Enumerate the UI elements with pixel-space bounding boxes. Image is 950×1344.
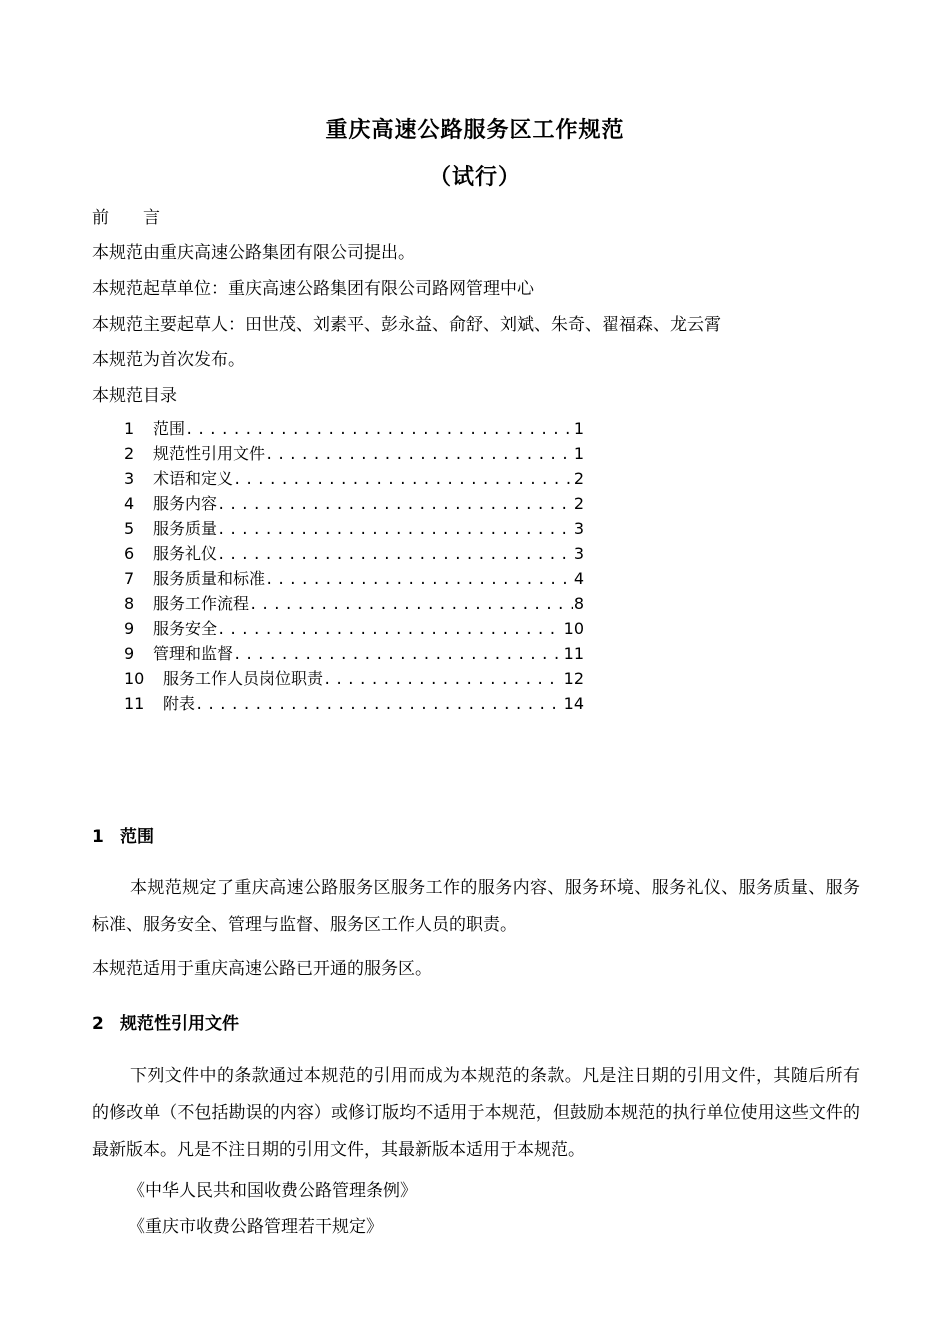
- document-subtitle: （试行）: [428, 165, 521, 190]
- toc-entry-number: 2: [124, 444, 135, 463]
- toc-entry-number: 11: [124, 694, 145, 713]
- toc-leader-dots: [265, 572, 573, 588]
- toc-leader-dots: [217, 622, 563, 638]
- toc-entry-page: 4: [573, 569, 584, 588]
- toc-entry-label: 附表: [163, 694, 196, 713]
- toc-entry-page: 3: [573, 519, 584, 538]
- toc-entry[interactable]: [124, 691, 584, 716]
- toc-entry-number: 3: [124, 469, 135, 488]
- toc-entry-label: 服务质量: [153, 519, 218, 538]
- preface-line: 本规范起草单位：重庆高速公路集团有限公司路网管理中心: [92, 279, 534, 299]
- section-title: 范围: [120, 827, 154, 847]
- toc-entry[interactable]: [124, 541, 584, 566]
- section-number: 1: [92, 827, 104, 847]
- toc-entry-number: 9: [124, 619, 135, 638]
- toc-leader-dots: [195, 697, 563, 713]
- toc-entry-page: 8: [573, 594, 584, 613]
- toc-entry-number: 9: [124, 644, 135, 663]
- section-heading-references: [92, 1009, 239, 1034]
- section-paragraph: 下列文件中的条款通过本规范的引用而成为本规范的条款。凡是注日期的引用文件，其随后所有的修改单（不包括勘误的内容）或修订版均不适用于本规范，但鼓励本规范的执行单位使用这些文件的最新版本。凡是不注日期的引用文件，其最新版本适用于本规范。: [92, 1066, 860, 1160]
- toc-entry-label: 服务礼仪: [153, 544, 218, 563]
- section-heading-scope: [92, 822, 154, 847]
- toc-heading: 本规范目录: [92, 386, 177, 406]
- toc-leader-dots: [217, 497, 573, 513]
- toc-entry[interactable]: [124, 666, 584, 691]
- toc-leader-dots: [233, 472, 573, 488]
- toc-leader-dots: [185, 422, 573, 438]
- toc-entry-label: 服务安全: [153, 619, 218, 638]
- toc-entry-label: 服务工作流程: [153, 594, 250, 613]
- toc-entry-number: 4: [124, 494, 135, 513]
- table-of-contents: [124, 416, 584, 716]
- toc-entry[interactable]: [124, 491, 584, 516]
- preface-line: 本规范为首次发布。: [92, 350, 245, 370]
- section-title: 规范性引用文件: [120, 1014, 239, 1034]
- toc-entry-page: 10: [563, 619, 584, 638]
- preface-line: 本规范由重庆高速公路集团有限公司提出。: [92, 243, 415, 263]
- toc-entry[interactable]: [124, 591, 584, 616]
- toc-entry-page: 1: [573, 419, 584, 438]
- toc-entry-page: 2: [573, 469, 584, 488]
- toc-entry-number: 7: [124, 569, 135, 588]
- toc-entry-label: 术语和定义: [153, 469, 234, 488]
- toc-entry-page: 1: [573, 444, 584, 463]
- toc-entry-page: 12: [563, 669, 584, 688]
- toc-entry[interactable]: [124, 641, 584, 666]
- reference-item: 《重庆市收费公路管理若干规定》: [128, 1217, 383, 1237]
- toc-entry-page: 3: [573, 544, 584, 563]
- toc-leader-dots: [249, 597, 573, 613]
- toc-entry[interactable]: [124, 516, 584, 541]
- toc-entry-label: 范围: [153, 419, 186, 438]
- toc-entry-number: 10: [124, 669, 145, 688]
- preface-line: 本规范主要起草人：田世茂、刘素平、彭永益、俞舒、刘斌、朱奇、翟福森、龙云霄: [92, 315, 721, 335]
- reference-item: 《中华人民共和国收费公路管理条例》: [128, 1181, 417, 1201]
- toc-entry[interactable]: [124, 466, 584, 491]
- toc-leader-dots: [217, 522, 573, 538]
- toc-entry[interactable]: [124, 416, 584, 441]
- toc-entry-label: 服务内容: [153, 494, 218, 513]
- toc-leader-dots: [217, 547, 573, 563]
- document-title: 重庆高速公路服务区工作规范: [325, 118, 625, 143]
- toc-leader-dots: [323, 672, 563, 688]
- toc-entry[interactable]: [124, 566, 584, 591]
- toc-entry-page: 2: [573, 494, 584, 513]
- toc-leader-dots: [233, 647, 563, 663]
- toc-entry[interactable]: [124, 616, 584, 641]
- toc-entry-number: 5: [124, 519, 135, 538]
- toc-entry-label: 服务质量和标准: [153, 569, 266, 588]
- toc-entry-page: 11: [563, 644, 584, 663]
- toc-entry-number: 1: [124, 419, 135, 438]
- toc-entry-label: 服务工作人员岗位职责: [163, 669, 324, 688]
- section-number: 2: [92, 1014, 104, 1034]
- toc-entry[interactable]: [124, 441, 584, 466]
- section-paragraph: 本规范规定了重庆高速公路服务区服务工作的服务内容、服务环境、服务礼仪、服务质量、服务标准、服务安全、管理与监督、服务区工作人员的职责。: [92, 878, 860, 935]
- toc-entry-number: 6: [124, 544, 135, 563]
- toc-entry-label: 管理和监督: [153, 644, 234, 663]
- toc-entry-number: 8: [124, 594, 135, 613]
- toc-leader-dots: [265, 447, 573, 463]
- toc-entry-page: 14: [563, 694, 584, 713]
- preface-heading: 前 言: [92, 208, 160, 228]
- toc-entry-label: 规范性引用文件: [153, 444, 266, 463]
- section-paragraph: 本规范适用于重庆高速公路已开通的服务区。: [92, 959, 432, 979]
